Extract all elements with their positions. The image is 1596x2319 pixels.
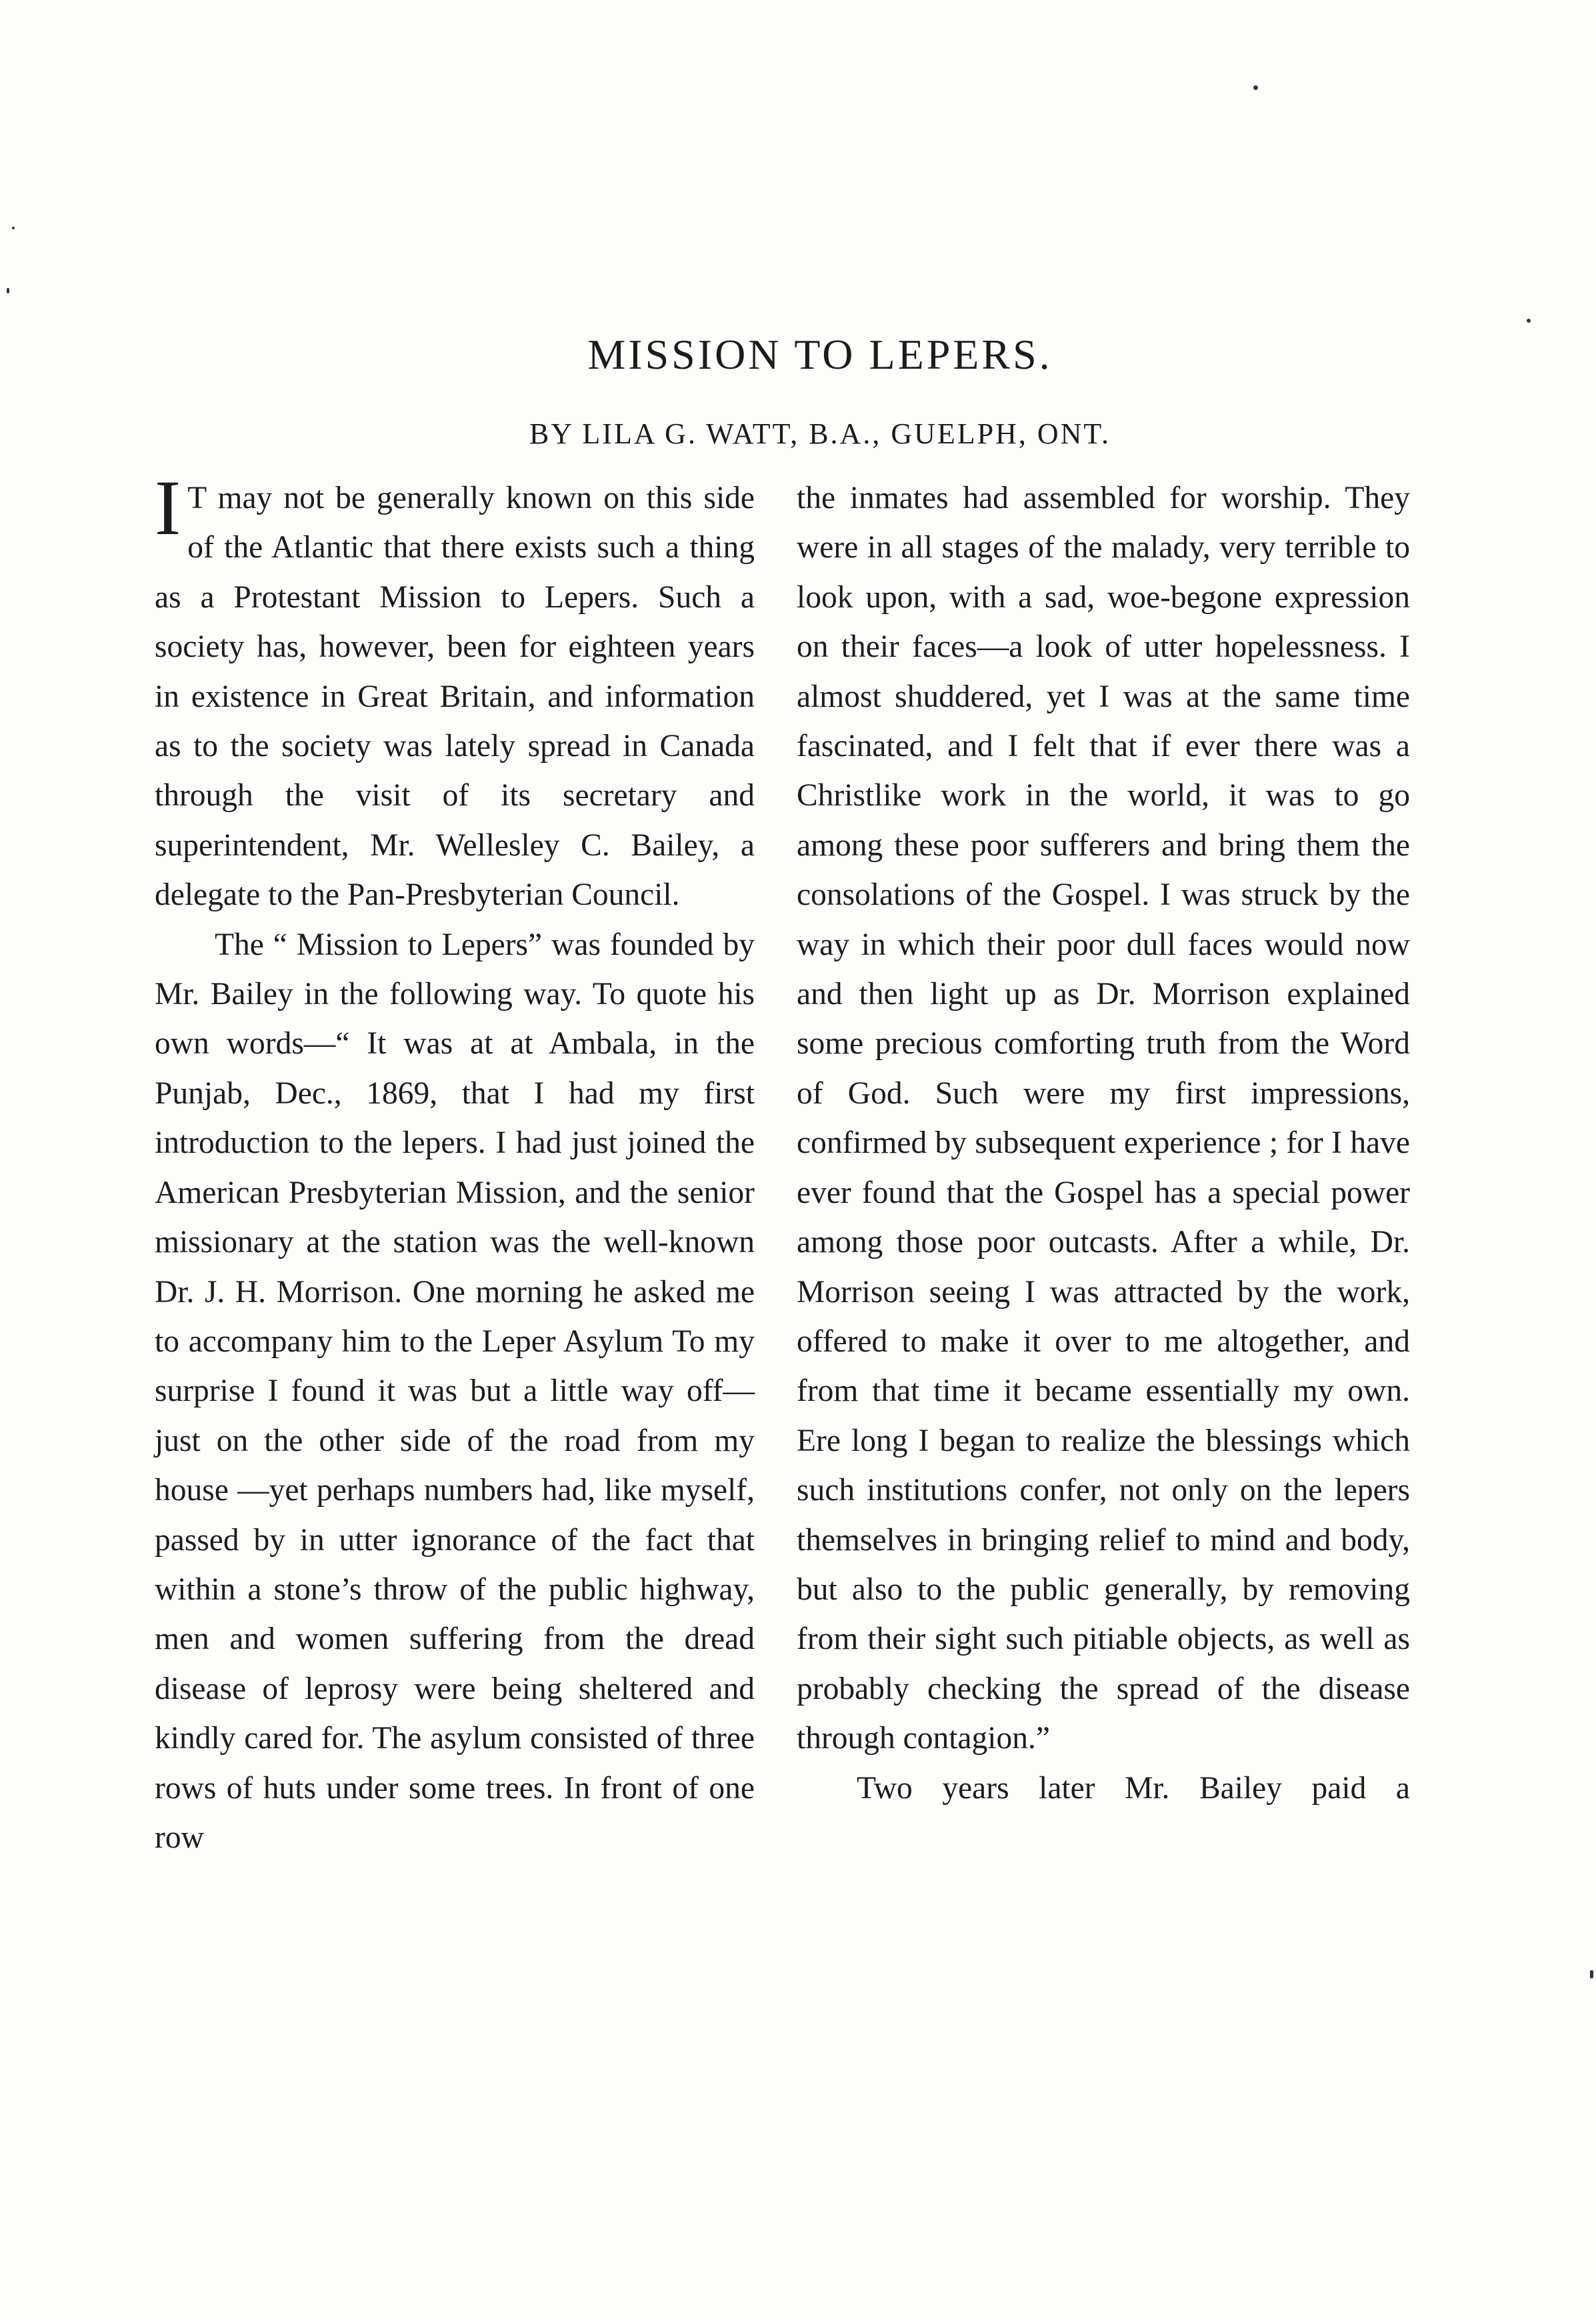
scan-speck	[12, 227, 15, 229]
scan-speck	[1527, 319, 1531, 323]
article-title: MISSION TO LEPERS.	[587, 331, 1053, 378]
left-paragraph-1-text: T may not be generally known on this side of the Atlantic that there exists such a thing as a Protestant Mission to Lepers. Such a society has, however, been for eighteen years in existence in Great Britain, and information as to the society was lately spread in Canada through the visit of its secretary and superintendent, Mr. Wellesley C. Bailey, a delegate to the Pan-Presbyterian Council.	[155, 481, 755, 913]
drop-cap: I	[155, 464, 181, 551]
scan-speck	[7, 288, 9, 293]
scan-speck	[1590, 1970, 1593, 1978]
left-paragraph-1	[155, 464, 755, 920]
right-column	[797, 473, 1410, 1813]
article-byline: BY LILA G. WATT, B.A., GUELPH, ONT.	[529, 417, 1111, 450]
left-column	[155, 464, 755, 1862]
right-paragraph-1: the inmates had assembled for worship. They were in all stages of the malady, very terrible to look upon, with a sad, woe-begone expression on their faces—a look of utter hopelessness. I almost shuddered, yet I was at the same time fascinated, and I felt that if ever there was a Christlike work in the world, it was to go among these poor sufferers and bring them the consolations of the Gospel. I was struck by the way in which their poor dull faces would now and then light up as Dr. Morrison explained some precious comforting truth from the Word of God. Such were my first impressions, confirmed by subsequent experience ; for I have ever found that the Gospel has a special power among those poor outcasts. After a while, Dr. Morrison seeing I was attracted by the work, offered to make it over to me altogether, and from that time it became essentially my own. Ere long I began to realize the blessings which such institutions confer, not only on the lepers themselves in bringing relief to mind and body, but also to the public generally, by removing from their sight such pitiable objects, as well as probably checking the spread of the disease through contagion.”	[797, 481, 1410, 1756]
scan-speck	[1253, 85, 1258, 90]
left-paragraph-2: The “ Mission to Lepers” was founded by Mr. Bailey in the following way. To quote his own words—“ It was at at Ambala, in the Punjab, Dec., 1869, that I had my first introduction to the lepers. I had just joined the American Presbyterian Mission, and the senior missionary at the station was the well-known Dr. J. H. Morrison. One morning he asked me to accompany him to the Leper Asylum To my surprise I found it was but a little way off—just on the other side of the road from my house —yet perhaps numbers had, like myself, passed by in utter ignorance of the fact that within a stone’s throw of the public highway, men and women suffering from the dread disease of leprosy were being sheltered and kindly cared for. The asylum consisted of three rows of huts under some trees. In front of one row	[155, 927, 755, 1855]
right-paragraph-2: Two years later Mr. Bailey paid a	[857, 1770, 1410, 1806]
